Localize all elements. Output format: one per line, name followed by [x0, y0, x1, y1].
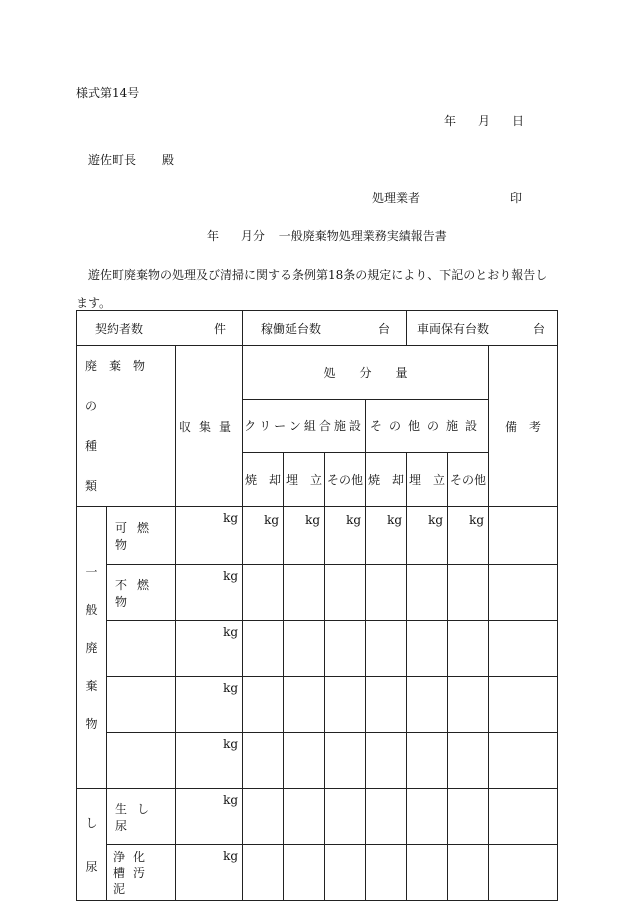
night-soil-label	[77, 789, 107, 901]
general-row-5-collection[interactable]	[176, 733, 243, 789]
night-row-1-collection[interactable]	[176, 789, 243, 845]
sender-label: 処理業者	[372, 191, 421, 205]
general-row-2-cell[interactable]	[325, 565, 366, 621]
general-row-3-collection[interactable]	[176, 621, 243, 677]
report-table	[76, 310, 558, 901]
night-row-1-cell[interactable]	[407, 789, 448, 845]
general-row-2-collection[interactable]	[176, 565, 243, 621]
general-row-4-cell[interactable]	[243, 677, 284, 733]
general-row-3-cell[interactable]	[284, 621, 325, 677]
unit-label: kg	[387, 513, 403, 527]
other-incineration-header: 焼 却	[366, 453, 407, 507]
contractors-cell[interactable]	[77, 311, 243, 346]
general-row-1-collection[interactable]	[176, 507, 243, 565]
general-row-2-remarks[interactable]	[489, 565, 558, 621]
general-row-5-remarks[interactable]	[489, 733, 558, 789]
remarks-header: 備 考	[489, 346, 558, 507]
general-row-3-cell[interactable]	[448, 621, 489, 677]
night-row-2-cell[interactable]	[243, 845, 284, 901]
night-row-2-cell[interactable]	[325, 845, 366, 901]
collection-header: 収集量	[176, 346, 243, 507]
general-row-1-clean-incineration[interactable]	[243, 507, 284, 565]
general-row-5-cell[interactable]	[366, 733, 407, 789]
form-number: 様式第14号	[76, 86, 140, 100]
night-row-2-cell[interactable]	[448, 845, 489, 901]
general-row-4-collection[interactable]	[176, 677, 243, 733]
waste-type-line2: 種 類	[85, 439, 198, 493]
clean-landfill-header: 埋 立	[284, 453, 325, 507]
general-row-4-remarks[interactable]	[489, 677, 558, 733]
unit-label: kg	[305, 513, 321, 527]
disposal-header: 処 分 量	[243, 346, 489, 400]
general-row-5-label[interactable]	[107, 733, 176, 789]
general-row-2-cell[interactable]	[284, 565, 325, 621]
general-waste-text: 一般廃棄物	[85, 564, 98, 731]
unit-label: kg	[223, 681, 239, 695]
other-landfill-header: 埋 立	[407, 453, 448, 507]
unit-label: kg	[223, 511, 239, 525]
sender	[372, 189, 522, 206]
general-row-5-cell[interactable]	[448, 733, 489, 789]
night-row-1-cell[interactable]	[284, 789, 325, 845]
night-row-1-cell[interactable]	[325, 789, 366, 845]
night-row-2-collection[interactable]	[176, 845, 243, 901]
general-row-3-remarks[interactable]	[489, 621, 558, 677]
document-title	[207, 227, 447, 244]
night-row-1-cell[interactable]	[366, 789, 407, 845]
night-row-1-remarks[interactable]	[489, 789, 558, 845]
general-row-3-cell[interactable]	[407, 621, 448, 677]
general-row-1-remarks[interactable]	[489, 507, 558, 565]
general-row-5-cell[interactable]	[325, 733, 366, 789]
title-text: 一般廃棄物処理業務実績報告書	[278, 229, 447, 243]
general-row-2-cell[interactable]	[448, 565, 489, 621]
honorific: 殿	[162, 153, 175, 167]
date-year: 年	[444, 114, 457, 128]
unit-label: kg	[223, 625, 239, 639]
seal-mark: 印	[510, 191, 523, 205]
night-row-2-cell[interactable]	[284, 845, 325, 901]
waste-type-header	[77, 346, 198, 507]
clean-facility-header: クリーン組合施設	[243, 399, 366, 453]
night-row-1-cell[interactable]	[243, 789, 284, 845]
general-row-5-cell[interactable]	[284, 733, 325, 789]
general-row-1-other-landfill[interactable]	[407, 507, 448, 565]
general-row-2-label: 不燃物	[107, 565, 176, 621]
vehicles-cell[interactable]	[407, 311, 558, 346]
general-row-2-cell[interactable]	[243, 565, 284, 621]
night-soil-text: し尿	[85, 815, 98, 874]
unit-label: kg	[223, 849, 239, 863]
night-row-2-text: 浄化槽汚泥	[113, 849, 154, 896]
addressee-name: 遊佐町長	[88, 153, 137, 167]
body-text: 遊佐町廃棄物の処理及び清掃に関する条例第18条の規定により、下記のとおり報告します。	[76, 268, 548, 310]
contractors-label: 契約者数	[95, 321, 144, 336]
night-row-1-cell[interactable]	[448, 789, 489, 845]
unit-label: kg	[264, 513, 280, 527]
night-row-2-cell[interactable]	[407, 845, 448, 901]
title-month: 月分	[240, 229, 265, 243]
general-row-1-clean-other[interactable]	[325, 507, 366, 565]
unit-label: kg	[428, 513, 444, 527]
general-row-3-label[interactable]	[107, 621, 176, 677]
vehicles-unit: 台	[533, 321, 546, 336]
general-row-3-cell[interactable]	[243, 621, 284, 677]
general-row-3-cell[interactable]	[366, 621, 407, 677]
general-row-4-label[interactable]	[107, 677, 176, 733]
unit-label: kg	[223, 793, 239, 807]
other-other-header: その他	[448, 453, 489, 507]
general-row-1-clean-landfill[interactable]	[284, 507, 325, 565]
general-row-4-cell[interactable]	[407, 677, 448, 733]
date-day: 日	[512, 114, 525, 128]
date-month: 月	[478, 114, 491, 128]
unit-label: kg	[469, 513, 485, 527]
general-row-1-other-incineration[interactable]	[366, 507, 407, 565]
clean-incineration-header: 焼 却	[243, 453, 284, 507]
general-waste-label	[77, 507, 107, 789]
general-row-5-cell[interactable]	[407, 733, 448, 789]
night-row-1-label: 生し尿	[107, 789, 176, 845]
addressee	[88, 151, 174, 168]
general-row-4-cell[interactable]	[366, 677, 407, 733]
general-row-3-cell[interactable]	[325, 621, 366, 677]
night-row-2-remarks[interactable]	[489, 845, 558, 901]
unit-label: kg	[346, 513, 362, 527]
waste-type-line1: 廃棄物の	[85, 359, 158, 413]
night-row-2-cell[interactable]	[366, 845, 407, 901]
operating-label: 稼働延台数	[261, 321, 322, 336]
report-date	[444, 112, 546, 129]
title-year: 年	[207, 229, 220, 243]
night-row-2-label	[107, 845, 176, 901]
general-row-4-cell[interactable]	[448, 677, 489, 733]
operating-cell[interactable]	[243, 311, 407, 346]
general-row-4-cell[interactable]	[325, 677, 366, 733]
contractors-unit: 件	[214, 321, 227, 336]
operating-unit: 台	[378, 321, 391, 336]
unit-label: kg	[223, 737, 239, 751]
general-row-2-cell[interactable]	[366, 565, 407, 621]
vehicles-label: 車両保有台数	[417, 321, 490, 336]
unit-label: kg	[223, 569, 239, 583]
other-facility-header: その他の施設	[366, 399, 489, 453]
general-row-5-cell[interactable]	[243, 733, 284, 789]
general-row-4-cell[interactable]	[284, 677, 325, 733]
general-row-1-other-other[interactable]	[448, 507, 489, 565]
general-row-2-cell[interactable]	[407, 565, 448, 621]
clean-other-header: その他	[325, 453, 366, 507]
general-row-1-label: 可燃物	[107, 507, 176, 565]
